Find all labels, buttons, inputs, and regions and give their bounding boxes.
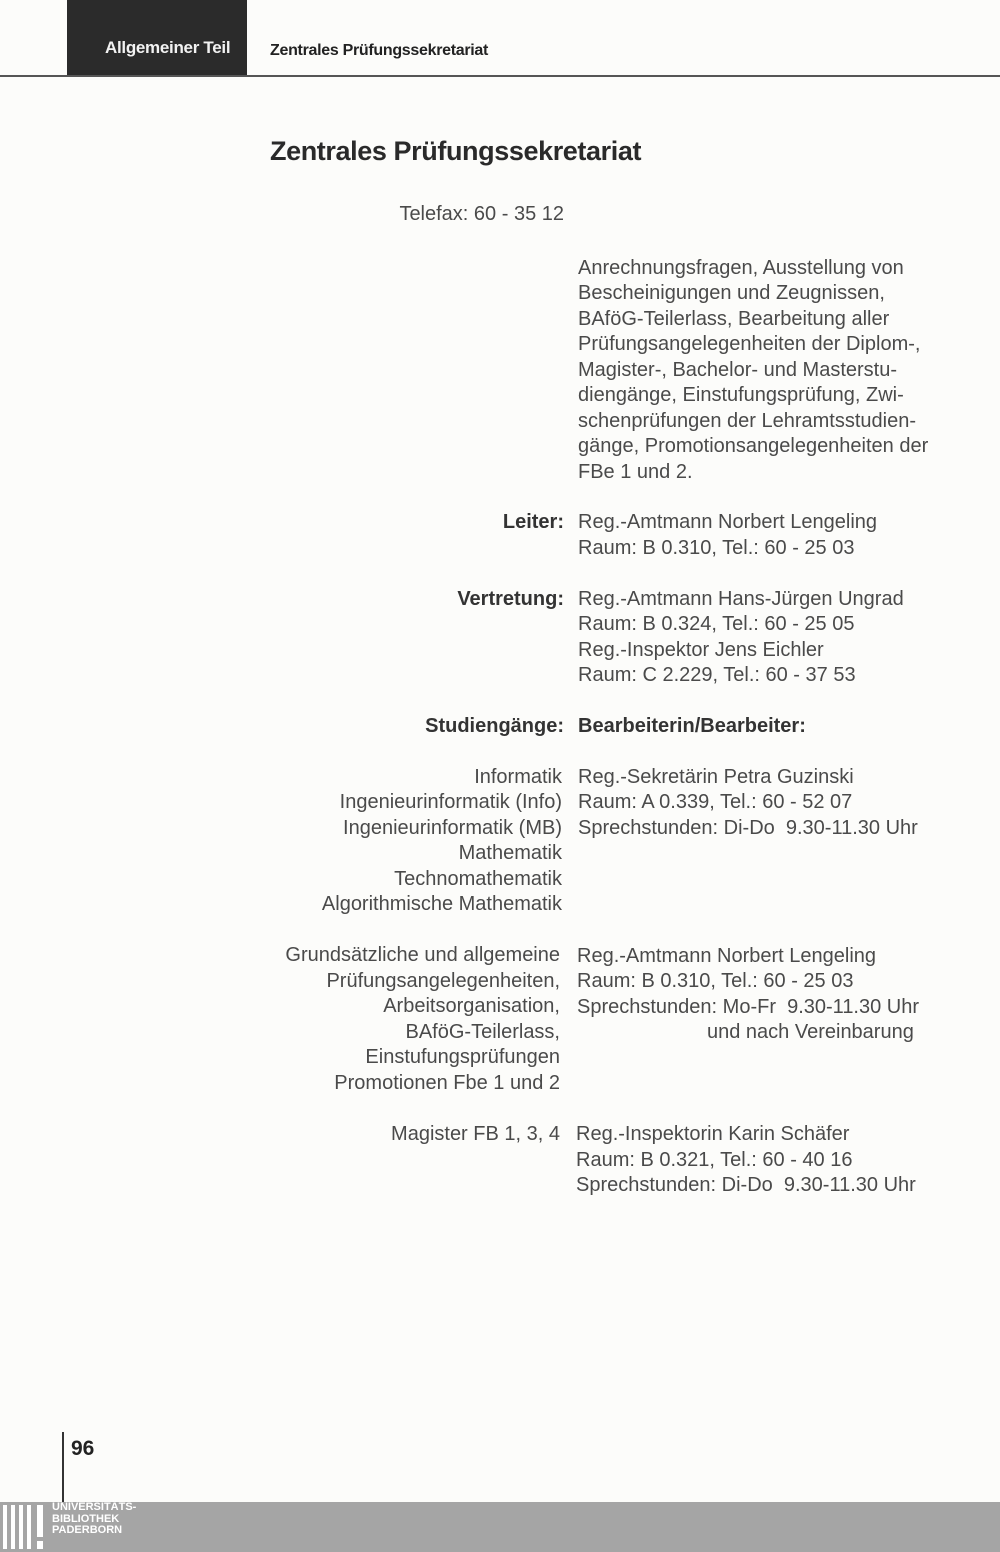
- library-name-line: BIBLIOTHEK: [52, 1512, 120, 1525]
- header-divider: [0, 75, 1000, 77]
- leiter-room: Raum: B 0.310, Tel.: 60 - 25 03: [578, 537, 855, 559]
- library-name-line: PADERBORN: [52, 1524, 123, 1536]
- vertretung-line: Raum: C 2.229, Tel.: 60 - 37 53: [578, 664, 856, 686]
- contact-line: Reg.-Amtmann Norbert Lengeling: [577, 945, 877, 967]
- vertretung-line: Reg.-Inspektor Jens Eichler: [578, 639, 824, 661]
- program-line: Mathematik: [458, 842, 562, 864]
- running-header: Zentrales Prüfungssekretariat: [270, 42, 489, 59]
- description-line: BAföG-Teilerlass, Bearbeitung aller: [578, 308, 890, 330]
- library-bar: [0, 1502, 1000, 1552]
- leiter-label: Leiter:: [502, 511, 564, 533]
- section-tab-label: Allgemeiner Teil: [105, 38, 231, 57]
- vertretung-label: Vertretung:: [457, 588, 564, 610]
- vertretung-line: Raum: B 0.324, Tel.: 60 - 25 05: [578, 613, 855, 635]
- program-line: Magister FB 1, 3, 4: [391, 1123, 560, 1145]
- vertretung-line: Reg.-Amtmann Hans-Jürgen Ungrad: [578, 588, 904, 610]
- description-line: Prüfungsangelegenheiten der Diplom-,: [578, 333, 921, 355]
- program-line: Ingenieurinformatik (MB): [343, 817, 562, 839]
- page-number: 96: [71, 1437, 95, 1460]
- contact-line: Sprechstunden: Mo-Fr 9.30-11.30 Uhr: [577, 996, 920, 1018]
- program-line: Ingenieurinformatik (Info): [339, 791, 562, 813]
- program-line: Prüfungsangelegenheiten,: [326, 970, 560, 992]
- contact-line: Reg.-Sekretärin Petra Guzinski: [578, 766, 854, 788]
- description-line: Bescheinigungen und Zeugnissen,: [578, 282, 885, 304]
- program-line: BAföG-Teilerlass,: [405, 1021, 560, 1043]
- leiter-name: Reg.-Amtmann Norbert Lengeling: [578, 511, 878, 533]
- program-line: Promotionen Fbe 1 und 2: [334, 1072, 560, 1094]
- studiengaenge-label: Studiengänge:: [425, 715, 564, 737]
- contact-line: Raum: B 0.310, Tel.: 60 - 25 03: [577, 970, 854, 992]
- program-line: Grundsätzliche und allgemeine: [285, 944, 560, 966]
- description-line: diengänge, Einstufungsprüfung, Zwi-: [578, 384, 904, 406]
- bearbeiter-label: Bearbeiterin/Bearbeiter:: [578, 715, 806, 737]
- section-tab: [67, 0, 247, 76]
- description-line: FBe 1 und 2.: [578, 461, 693, 483]
- footer-divider: [62, 1432, 64, 1504]
- description-line: gänge, Promotionsangelegenheiten der: [578, 435, 929, 457]
- library-name: [52, 1502, 136, 1537]
- program-line: Technomathematik: [394, 868, 562, 890]
- contact-line: Reg.-Inspektorin Karin Schäfer: [576, 1123, 850, 1145]
- library-name-line: UNIVERSITÄTS-: [52, 1501, 137, 1513]
- description-line: Magister-, Bachelor- und Masterstu-: [578, 359, 898, 381]
- program-line: Arbeitsorganisation,: [383, 995, 560, 1017]
- program-line: Einstufungsprüfungen: [365, 1046, 560, 1068]
- description-line: Anrechnungsfragen, Ausstellung von: [578, 257, 904, 279]
- contact-line: Raum: A 0.339, Tel.: 60 - 52 07: [578, 791, 853, 813]
- program-line: Informatik: [474, 766, 562, 788]
- library-logo-icon: [0, 1502, 50, 1552]
- contact-line: und nach Vereinbarung: [707, 1021, 914, 1043]
- contact-line: Raum: B 0.321, Tel.: 60 - 40 16: [576, 1149, 853, 1171]
- contact-line: Sprechstunden: Di-Do 9.30-11.30 Uhr: [578, 817, 918, 839]
- program-line: Algorithmische Mathematik: [321, 893, 562, 915]
- page-title: Zentrales Prüfungssekretariat: [270, 136, 642, 166]
- telefax: Telefax: 60 - 35 12: [399, 203, 564, 225]
- contact-line: Sprechstunden: Di-Do 9.30-11.30 Uhr: [576, 1174, 916, 1196]
- description-line: schenprüfungen der Lehramtsstudien-: [578, 410, 916, 432]
